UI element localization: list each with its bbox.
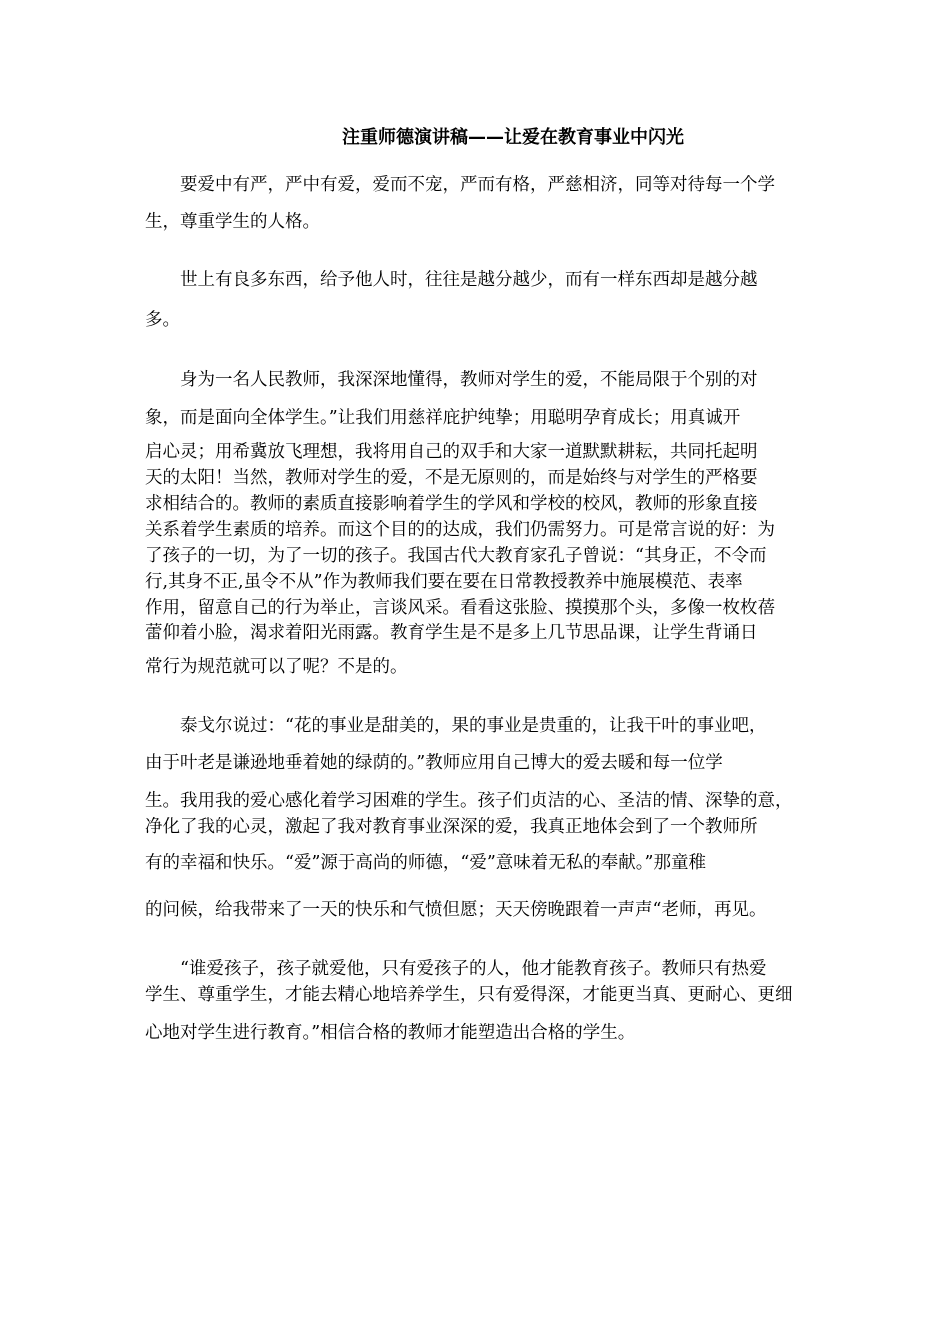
text-line: 启心灵；用希冀放飞理想，我将用自己的双手和大家一道默默耕耘，共同托起明 <box>145 442 758 462</box>
text-line: 作用，留意自己的行为举止，言谈风采。看看这张脸、摸摸那个头，多像一枚枚蓓 <box>145 598 775 618</box>
text-line: 求相结合的。教师的素质直接影响着学生的学风和学校的校风，教师的形象直接 <box>145 494 758 514</box>
document-title: 注重师德演讲稿——让爱在教育事业中闪光 <box>342 127 684 148</box>
text-line: 世上有良多东西，给予他人时，往往是越分越少，而有一样东西却是越分越 <box>145 270 758 290</box>
text-line: 要爱中有严，严中有爱，爱而不宠，严而有格，严慈相济，同等对待每一个学 <box>145 175 775 195</box>
text-line: 天的太阳！当然，教师对学生的爱，不是无原则的，而是始终与对学生的严格要 <box>145 468 758 488</box>
text-line: 由于叶老是谦逊地垂着她的绿荫的。”教师应用自己博大的爱去暖和每一位学 <box>145 753 723 773</box>
text-line: 象，而是面向全体学生。”让我们用慈祥庇护纯挚；用聪明孕育成长；用真诚开 <box>145 408 741 428</box>
text-line: 泰戈尔说过：“花的事业是甜美的，果的事业是贵重的，让我干叶的事业吧， <box>145 716 767 736</box>
text-line: 多。 <box>145 310 180 330</box>
text-line: “谁爱孩子，孩子就爱他，只有爱孩子的人，他才能教育孩子。教师只有热爱 <box>145 959 767 979</box>
text-line: 净化了我的心灵，激起了我对教育事业深深的爱，我真正地体会到了一个教师所 <box>145 817 758 837</box>
text-line: 蕾仰着小脸，渴求着阳光雨露。教育学生是不是多上几节思品课，让学生背诵日 <box>145 623 758 643</box>
text-line: 行,其身不正,虽令不从”作为教师我们要在要在日常教授教养中施展模范、表率 <box>145 572 743 592</box>
text-line: 学生、尊重学生，才能去精心地培养学生，只有爱得深，才能更当真、更耐心、更细 <box>145 985 793 1005</box>
text-line: 常行为规范就可以了呢？不是的。 <box>145 657 408 677</box>
text-line: 了孩子的一切，为了一切的孩子。我国古代大教育家孔子曾说：“其身正，不令而 <box>145 546 767 566</box>
text-line: 生。我用我的爱心感化着学习困难的学生。孩子们贞洁的心、圣洁的情、深挚的意， <box>145 791 793 811</box>
text-line: 有的幸福和快乐。“爱”源于高尚的师德，“爱”意味着无私的奉献。”那童稚 <box>145 853 706 873</box>
text-line: 生，尊重学生的人格。 <box>145 212 320 232</box>
text-line: 身为一名人民教师，我深深地懂得，教师对学生的爱，不能局限于个别的对 <box>145 370 758 390</box>
text-line: 心地对学生进行教育。”相信合格的教师才能塑造出合格的学生。 <box>145 1023 636 1043</box>
text-line: 关系着学生素质的培养。而这个目的的达成，我们仍需努力。可是常言说的好：为 <box>145 520 775 540</box>
text-line: 的问候，给我带来了一天的快乐和气愤但愿；天天傍晚跟着一声声“老师，再见。 <box>145 900 767 920</box>
